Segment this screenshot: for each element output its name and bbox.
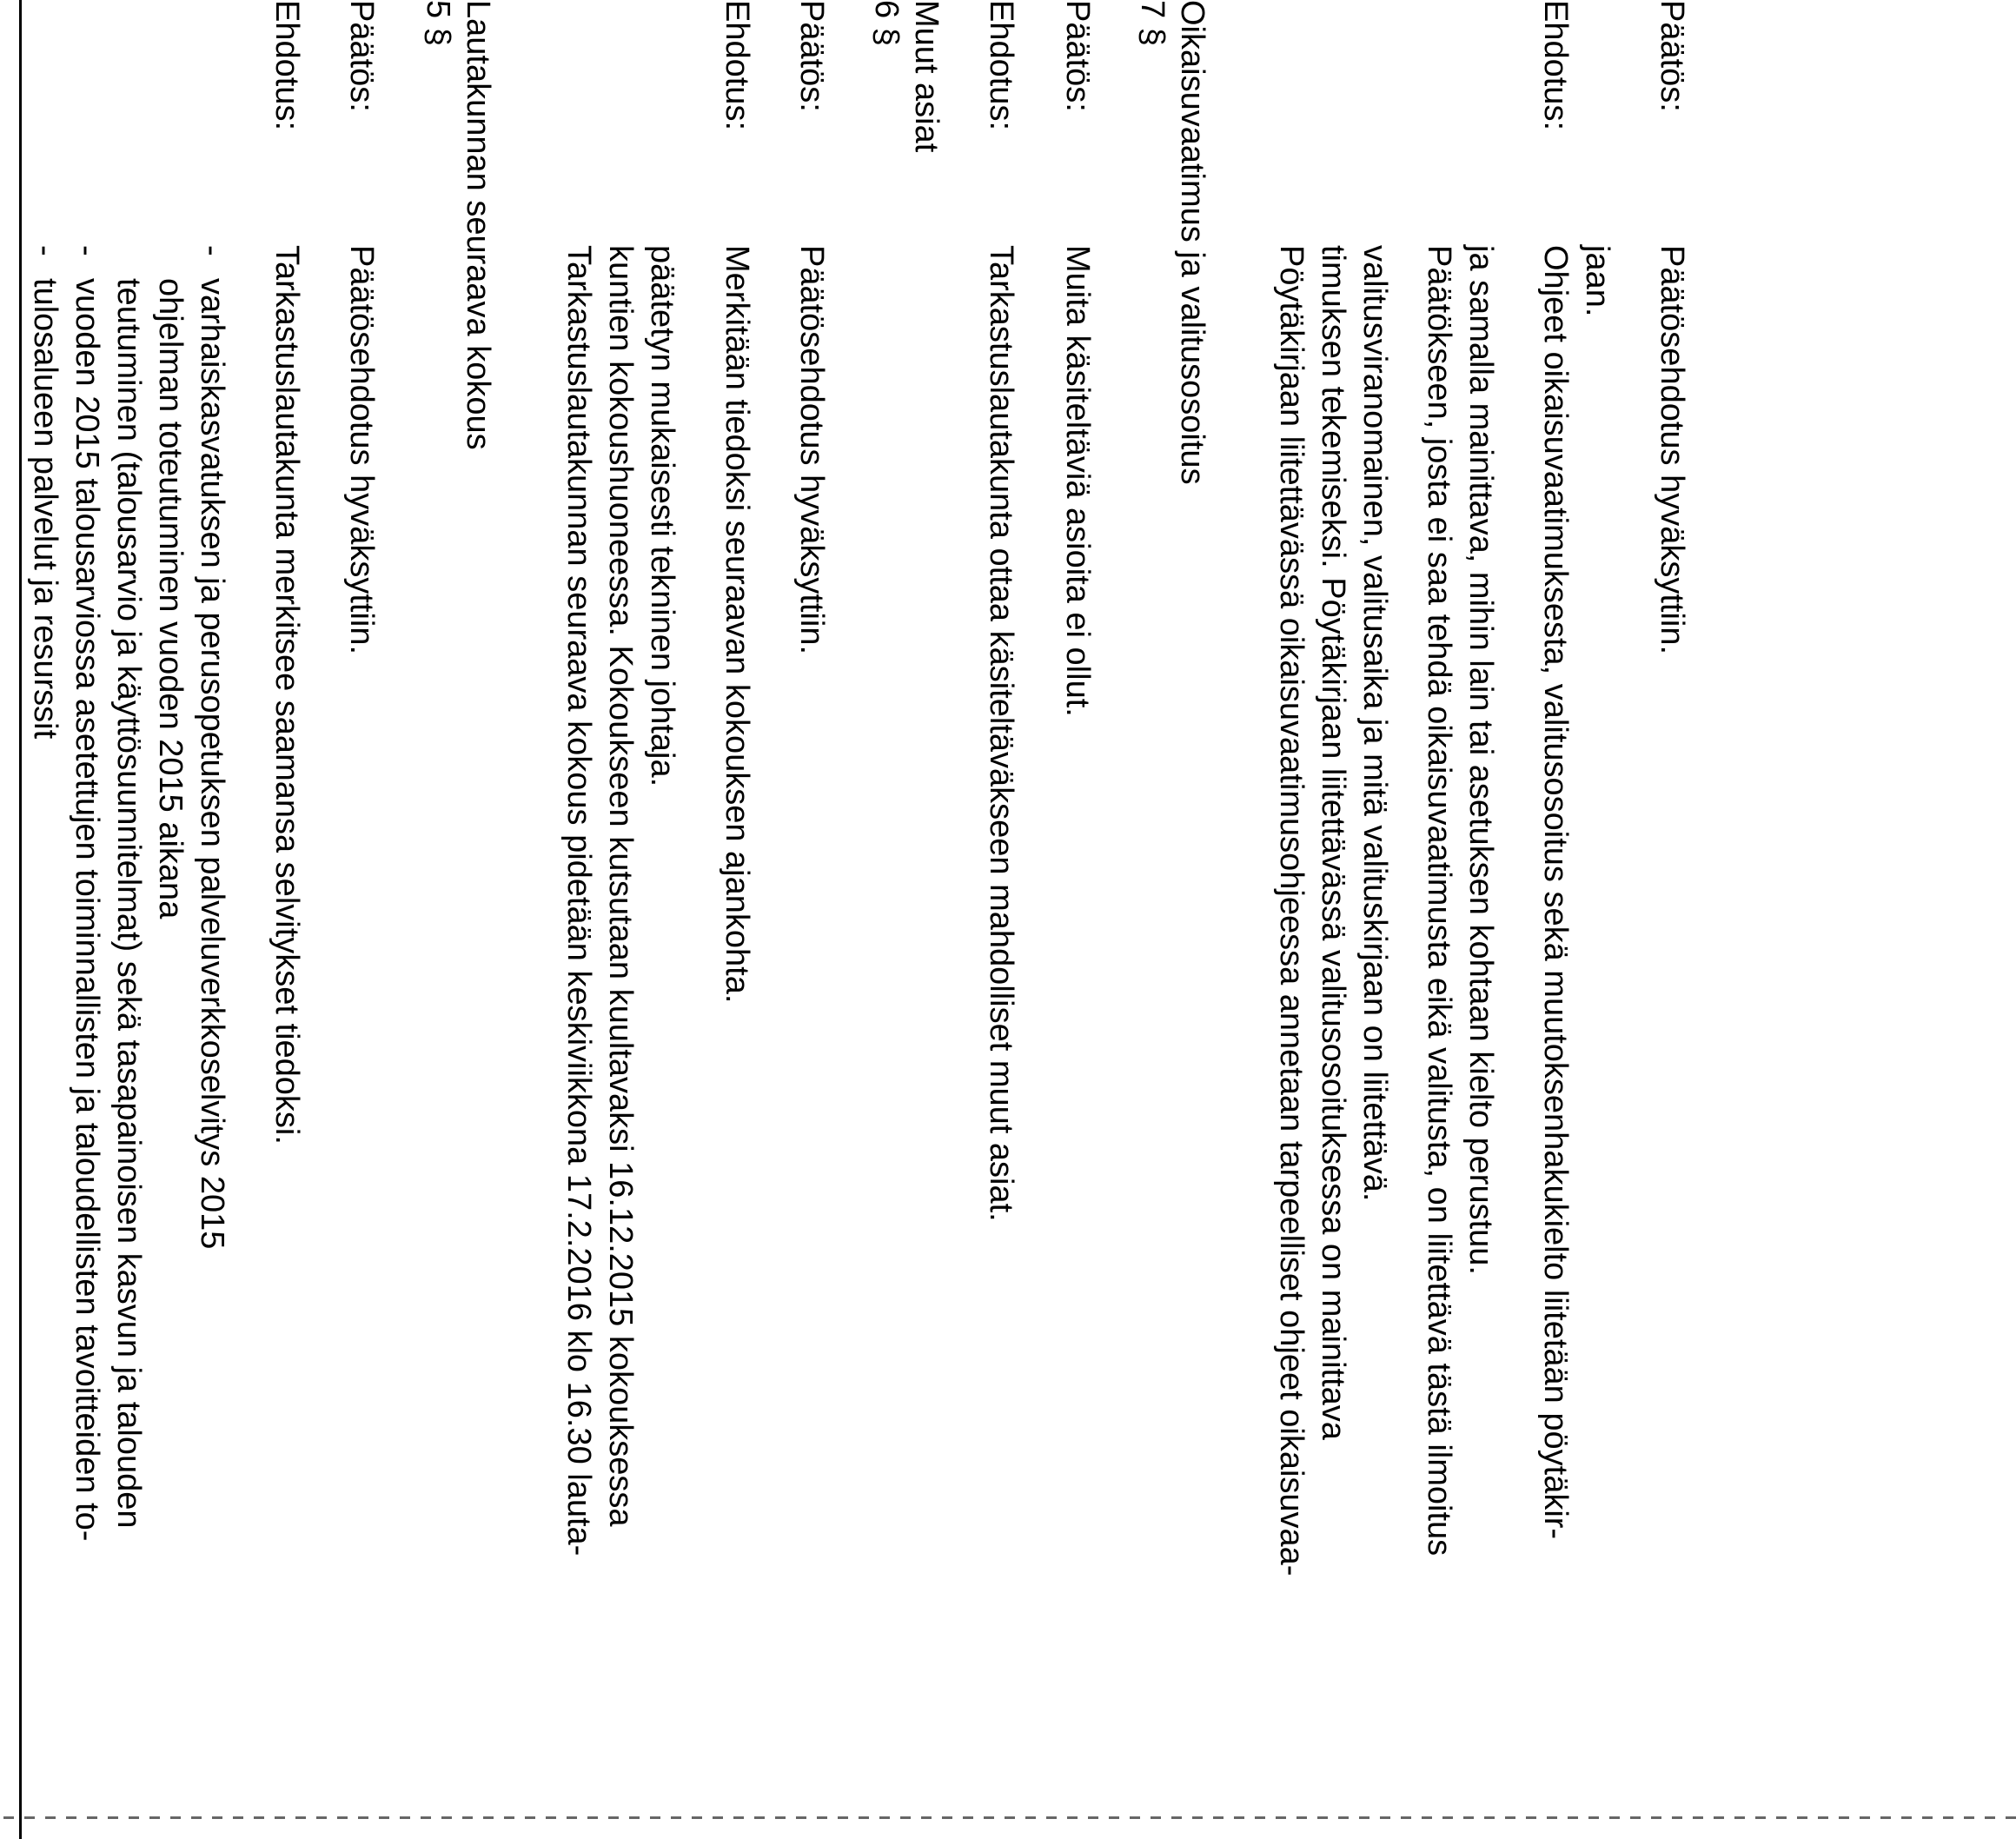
decision-label: Päätös:	[343, 0, 380, 112]
decision-text: Päätösehdotus hyväksyttiin.	[343, 245, 380, 655]
scan-edge-artifact	[0, 1816, 2016, 1819]
paragraph-text: ja samalla mainittava, mihin lain tai asetuksen kohtaan kielto perustuu.	[1462, 245, 1499, 1275]
decision-text: Päätösehdotus hyväksyttiin.	[793, 245, 830, 655]
bullet-dash: -	[194, 245, 230, 256]
section-number: 5 §	[420, 0, 456, 46]
paragraph-text: Tarkastuslautakunnan seuraava kokous pidetään keskiviikkona 17.2.2016 klo 16.30 lauta-	[560, 245, 597, 1557]
proposal-text: jaan.	[1579, 245, 1615, 317]
bullet-text: tulosalueen palvelut ja resurssit	[27, 278, 63, 740]
paragraph-text: valitusviranomainen, valitusaika ja mitä valituskirjaan on liitettävä.	[1356, 245, 1393, 1202]
decision-label: Päätös:	[793, 0, 830, 112]
decision-label: Päätös:	[1654, 0, 1690, 112]
section-title: Muut asiat	[908, 0, 945, 153]
paragraph-text: päätetyn mukaisesti tekninen johtaja.	[644, 245, 680, 787]
proposal-text: Tarkastuslautakunta merkitsee saamansa selvitykset tiedoksi.	[269, 245, 305, 1145]
decision-text: Päätösehdotus hyväksyttiin.	[1654, 245, 1690, 655]
proposal-label: Ehdotus:	[719, 0, 755, 130]
proposal-text: Merkitään tiedoksi seuraavan kokouksen ajankohta.	[719, 245, 755, 1004]
bullet-text: ohjelman toteutuminen vuoden 2015 aikana	[152, 278, 189, 920]
bullet-text: vuoden 2015 talousarviossa asetettujen toiminnallisten ja taloudellisten tavoitteiden to-	[69, 278, 105, 1542]
section-title: Lautakunnan seuraava kokous	[460, 0, 496, 450]
bullet-dash: -	[69, 245, 105, 256]
bullet-text: teutuminen (talousarvio ja käyttösuunnitelmat) sekä tasapainoisen kasvun ja talouden	[110, 278, 147, 1529]
bullet-text: varhaiskasvatuksen ja perusopetuksen palveluverkkoselvitys 2015	[194, 278, 230, 1250]
decision-label: Päätös:	[1059, 0, 1096, 112]
section-number: 7 §	[1134, 0, 1170, 46]
proposal-label: Ehdotus:	[269, 0, 305, 130]
paragraph-text: Päätökseen, josta ei saa tehdä oikaisuvaatimusta eikä valitusta, on liitettävä tästä ilmoitus	[1421, 245, 1457, 1557]
proposal-label: Ehdotus:	[983, 0, 1019, 130]
top-rule	[19, 0, 22, 1839]
paragraph-text: kuntien kokoushuoneessa. Kokoukseen kutsutaan kuultavaksi 16.12.2015 kokouksessa	[602, 245, 639, 1527]
section-number: 6 §	[868, 0, 905, 46]
paragraph-text: Pöytäkirjaan liitettävässä oikaisuvaatimusohjeessa annetaan tarpeelliset ohjeet oikaisuvaa-	[1273, 245, 1310, 1577]
proposal-text: Ohjeet oikaisuvaatimuksesta, valitusosoitus sekä muutoksenhakukielto liitetään pöytäkir-	[1537, 245, 1574, 1540]
section-title: Oikaisuvaatimus ja valitusosoitus	[1174, 0, 1210, 485]
bullet-dash: -	[27, 245, 63, 256]
proposal-text: Tarkastuslautakunta ottaa käsiteltäväkseen mahdolliset muut asiat.	[983, 245, 1019, 1222]
paragraph-text: timuksen tekemiseksi. Pöytäkirjaan liitettävässä valitusosoituksessa on mainittava	[1315, 245, 1351, 1440]
decision-text: Muita käsiteltäviä asioita ei ollut.	[1059, 245, 1096, 717]
proposal-label: Ehdotus:	[1537, 0, 1574, 130]
